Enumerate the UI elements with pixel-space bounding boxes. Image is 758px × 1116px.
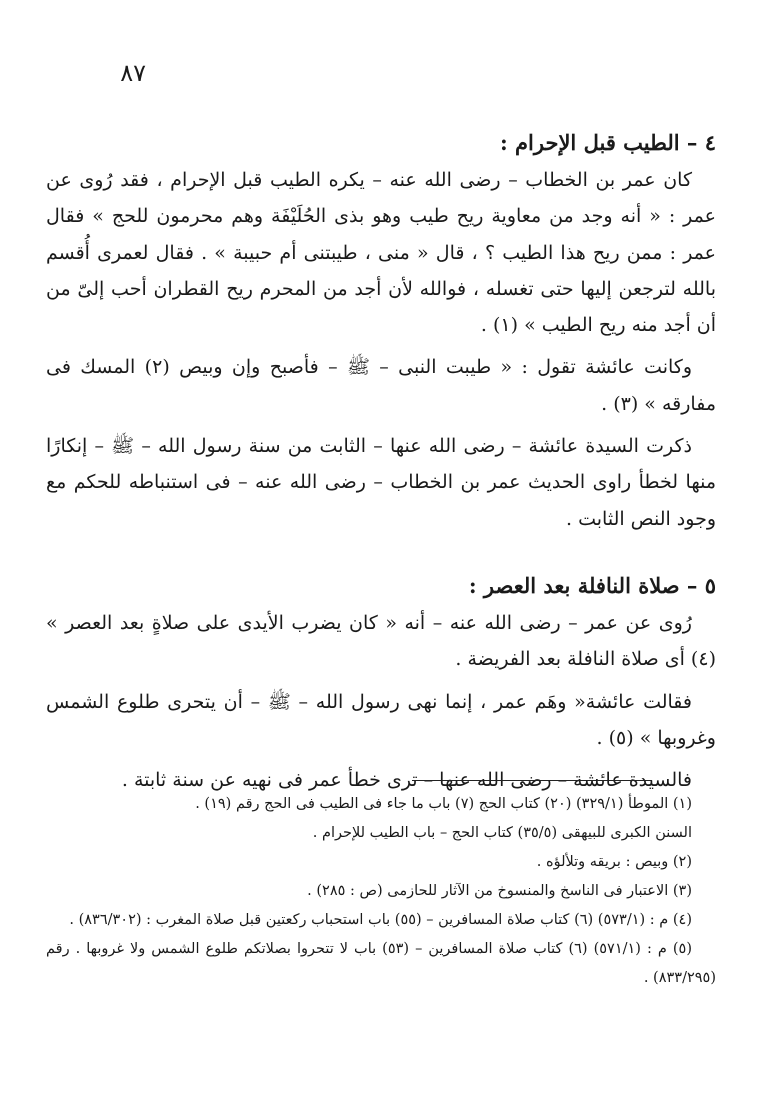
paragraph: وكانت عائشة تقول : « طيبت النبى – ﷺ – فأصبح وإن وبيص (٢) المسك فى مفارقه » (٣) . xyxy=(46,356,716,415)
footnote: (٥) م : (٥٧١/١) (٦) كتاب صلاة المسافرين – (٥٣) باب لا تتحروا بصلاتكم طلوع الشمس ولا غروبها . رقم (٨٣٣/٢٩٥) . xyxy=(46,941,716,986)
footnote: (٣) الاعتبار فى الناسخ والمنسوخ من الآثار للحازمى (ص : ٢٨٥) . xyxy=(307,883,692,899)
main-text xyxy=(46,124,716,798)
footnotes xyxy=(46,790,716,993)
paragraph: فالسيدة عائشة – رضى الله عنها – ترى خطأ عمر فى نهيه عن سنة ثابتة . xyxy=(121,769,692,792)
footnote: (١) الموطأ (٣٢٩/١) (٢٠) كتاب الحج (٧) باب ما جاء فى الطيب فى الحج رقم (١٩) . xyxy=(195,796,692,812)
paragraph: ذكرت السيدة عائشة – رضى الله عنها – الثابت من سنة رسول الله – ﷺ – إنكارًا منها لخطأ راوى الحديث عمر بن الخطاب – رضى الله عنه – فى استنباطه للحكم مع وجود النص الثابت . xyxy=(46,435,716,530)
footnote: (٤) م : (٥٧٣/١) (٦) كتاب صلاة المسافرين – (٥٥) باب استحباب ركعتين قبل صلاة المغرب : (٨٣٦/٣٠٢) . xyxy=(69,912,692,928)
paragraph: كان عمر بن الخطاب – رضى الله عنه – يكره الطيب قبل الإحرام ، فقد رُوى عن عمر : « أنه وجد من معاوية ريح طيب وهو بذى الحُلَيْفَة وهم محرمون للحج » فقال عمر : ممن ريح هذا الطيب ؟ ، قال « منى ، طيبتنى أم حبيبة » . فقال لعمرى أُقسم بالله لترجعن إليها حتى تغسله ، فوالله لأن أجد من المحرم ريح القطران أحب إلىّ من أن أجد منه ريح الطيب » (١) . xyxy=(46,169,716,337)
footnote-divider xyxy=(412,780,652,781)
section-heading-prayer: ٥ – صلاة النافلة بعد العصر : xyxy=(468,572,716,598)
page-number: ٨٧ xyxy=(120,59,146,87)
paragraph: فقالت عائشة« وهَم عمر ، إنما نهى رسول الله – ﷺ – أن يتحرى طلوع الشمس وغروبها » (٥) . xyxy=(46,690,716,749)
section-heading-perfume: ٤ – الطيب قبل الإحرام : xyxy=(499,130,716,155)
footnote: السنن الكبرى للبيهقى (٣٥/٥) كتاب الحج – باب الطيب للإحرام . xyxy=(312,825,692,841)
paragraph: رُوى عن عمر – رضى الله عنه – أنه « كان يضرب الأيدى على صلاةٍ بعد العصر » (٤) أى صلاة النافلة بعد الفريضة . xyxy=(46,611,716,671)
footnote: (٢) وبيص : بريقه وتلألؤه . xyxy=(536,854,692,870)
